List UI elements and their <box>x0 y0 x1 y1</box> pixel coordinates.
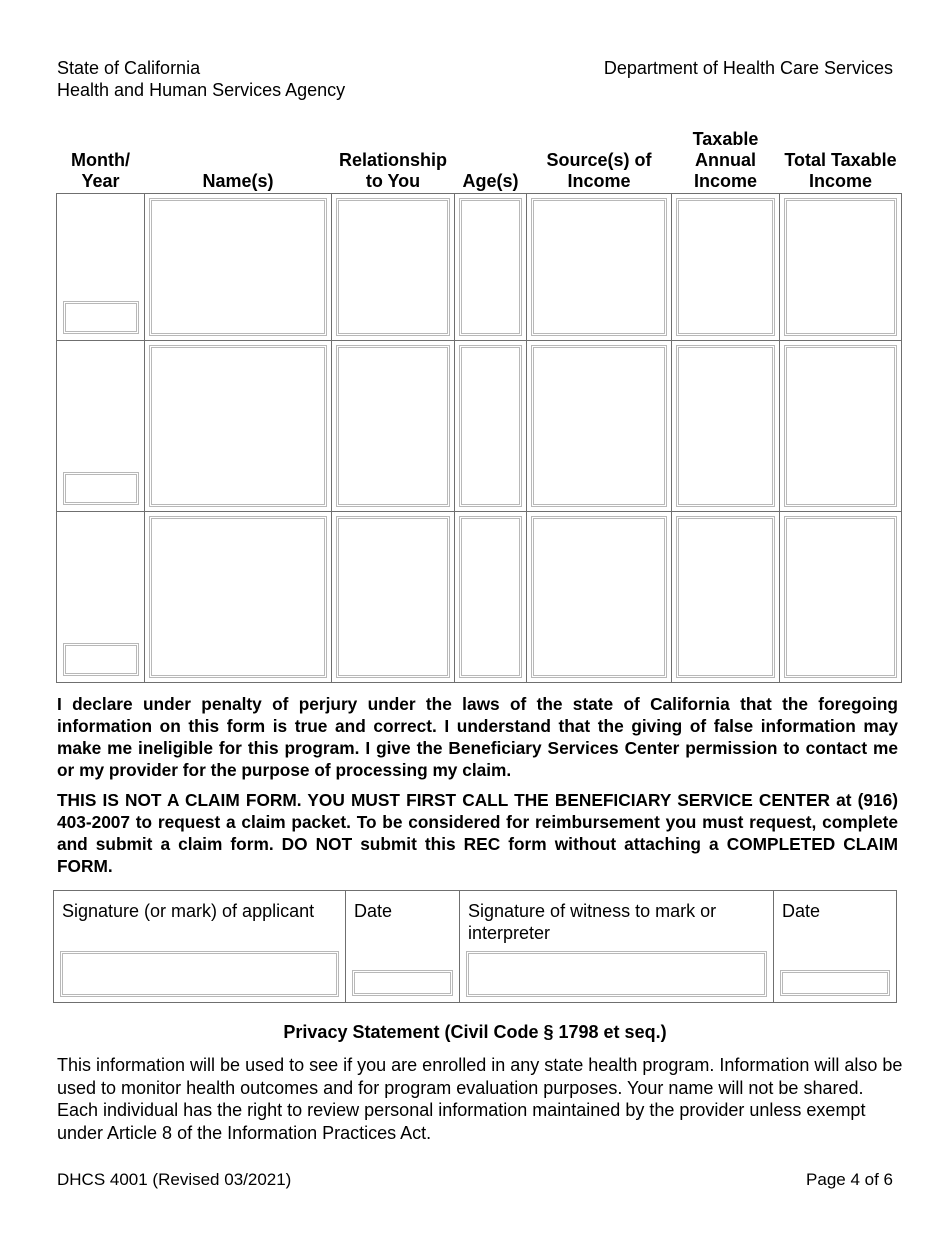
relationship-cell <box>332 341 455 512</box>
names-cell <box>145 194 332 341</box>
ages-input[interactable] <box>459 516 522 678</box>
witness-signature-cell <box>460 891 774 1003</box>
col-header-relationship: Relationship to You <box>338 150 447 191</box>
ages-input[interactable] <box>459 198 522 336</box>
month-year-cell <box>57 194 145 341</box>
col-header-names: Name(s) <box>202 171 274 191</box>
total-taxable-income-cell <box>780 341 902 512</box>
relationship-cell <box>332 194 455 341</box>
applicant-date-cell <box>346 891 460 1003</box>
witness-date-cell <box>774 891 897 1003</box>
applicant-date-input[interactable] <box>352 970 453 996</box>
taxable-annual-income-input[interactable] <box>676 345 775 507</box>
income-source-input[interactable] <box>531 198 667 336</box>
privacy-statement-title: Privacy Statement (Civil Code § 1798 et seq.) <box>283 1022 667 1042</box>
ages-cell <box>455 194 527 341</box>
relationship-input[interactable] <box>336 198 450 336</box>
relationship-cell <box>332 512 455 683</box>
applicant-signature-cell <box>54 891 346 1003</box>
perjury-declaration: I declare under penalty of perjury under the laws of the state of California that the foregoing information on this form is true and correct. I understand that the giving of false information may make me ineligible for this program. I give the Beneficiary Services Center permission to contact me or my provider for the purpose of processing my claim. <box>57 694 898 780</box>
total-taxable-income-input[interactable] <box>784 516 897 678</box>
taxable-annual-income-input[interactable] <box>676 198 775 336</box>
income-source-input[interactable] <box>531 345 667 507</box>
taxable-annual-income-input[interactable] <box>676 516 775 678</box>
applicant-date-label: Date <box>354 901 393 921</box>
col-header-ages: Age(s) <box>462 171 519 191</box>
names-input[interactable] <box>149 516 327 678</box>
col-header-total-taxable-income: Total Taxable Income <box>784 150 897 191</box>
page-number: Page 4 of 6 <box>806 1170 893 1189</box>
header-department: Department of Health Care Services <box>603 58 893 78</box>
form-id: DHCS 4001 (Revised 03/2021) <box>57 1170 292 1189</box>
month-year-cell <box>57 341 145 512</box>
privacy-statement-body: This information will be used to see if you are enrolled in any state health program. Information will also be used to monitor health outcomes and for program evaluation purposes. Your name will not be shared. Each individual has the right to review personal information maintained by the provider unless exempt under Article 8 of the Information Practices Act. <box>57 1055 903 1143</box>
names-cell <box>145 341 332 512</box>
relationship-input[interactable] <box>336 516 450 678</box>
table-header-row <box>57 126 902 194</box>
witness-signature-label: Signature of witness to mark or interpreter <box>468 901 717 943</box>
income-source-input[interactable] <box>531 516 667 678</box>
header-agency-name: Health and Human Services Agency <box>57 80 346 100</box>
taxable-annual-income-cell <box>672 512 780 683</box>
month-year-input[interactable] <box>63 472 139 505</box>
ages-input[interactable] <box>459 345 522 507</box>
income-source-cell <box>527 194 672 341</box>
total-taxable-income-cell <box>780 512 902 683</box>
names-input[interactable] <box>149 345 327 507</box>
total-taxable-income-cell <box>780 194 902 341</box>
income-source-cell <box>527 512 672 683</box>
month-year-cell <box>57 512 145 683</box>
witness-signature-input[interactable] <box>466 951 767 997</box>
table-row <box>57 341 902 512</box>
applicant-signature-label: Signature (or mark) of applicant <box>62 901 315 921</box>
month-year-input[interactable] <box>63 301 139 334</box>
table-row <box>57 194 902 341</box>
total-taxable-income-input[interactable] <box>784 345 897 507</box>
header-state: State of California <box>57 58 201 78</box>
signature-table <box>53 890 897 1003</box>
household-income-table <box>56 126 902 683</box>
month-year-input[interactable] <box>63 643 139 676</box>
signature-row <box>54 891 897 1003</box>
names-cell <box>145 512 332 683</box>
col-header-month-year: Month/ Year <box>71 150 130 191</box>
col-header-taxable-annual-income: Taxable Annual Income <box>692 129 759 191</box>
total-taxable-income-input[interactable] <box>784 198 897 336</box>
applicant-signature-input[interactable] <box>60 951 339 997</box>
ages-cell <box>455 512 527 683</box>
relationship-input[interactable] <box>336 345 450 507</box>
col-header-income-source: Source(s) of Income <box>546 150 652 191</box>
witness-date-label: Date <box>782 901 821 921</box>
names-input[interactable] <box>149 198 327 336</box>
taxable-annual-income-cell <box>672 341 780 512</box>
ages-cell <box>455 341 527 512</box>
witness-date-input[interactable] <box>780 970 890 996</box>
table-row <box>57 512 902 683</box>
header-agency <box>57 57 345 101</box>
income-source-cell <box>527 341 672 512</box>
claim-form-notice: THIS IS NOT A CLAIM FORM. YOU MUST FIRST CALL THE BENEFICIARY SERVICE CENTER at (916) 403-2007 to request a claim packet. To be considered for reimbursement you must request, complete and submit a claim form. DO NOT submit this REC form without attaching a COMPLETED CLAIM FORM. <box>57 790 898 876</box>
taxable-annual-income-cell <box>672 194 780 341</box>
